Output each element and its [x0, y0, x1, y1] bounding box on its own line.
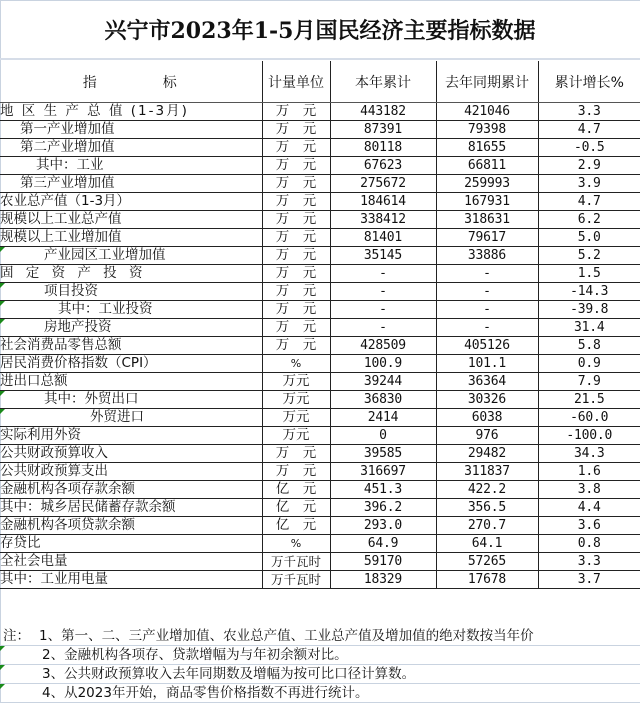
- row-previous[interactable]: 318631: [436, 211, 538, 229]
- row-indicator[interactable]: 外贸进口: [0, 409, 262, 427]
- row-previous[interactable]: 79398: [436, 121, 538, 139]
- row-indicator[interactable]: 第二产业增加值: [0, 139, 262, 157]
- row-growth[interactable]: 31.4: [538, 319, 640, 337]
- row-current[interactable]: -: [330, 301, 436, 319]
- row-growth[interactable]: 0.9: [538, 355, 640, 373]
- notes-label: 注：: [3, 628, 30, 644]
- row-unit[interactable]: 万 元: [262, 445, 330, 463]
- table-row: [0, 211, 640, 229]
- row-previous[interactable]: 422.2: [436, 481, 538, 499]
- row-previous[interactable]: 101.1: [436, 355, 538, 373]
- row-growth[interactable]: 2.9: [538, 157, 640, 175]
- page-title: 兴宁市2023年1-5月国民经济主要指标数据: [0, 0, 640, 60]
- row-growth[interactable]: 34.3: [538, 445, 640, 463]
- row-indicator[interactable]: 进出口总额: [0, 373, 262, 391]
- row-current[interactable]: 39585: [330, 445, 436, 463]
- row-growth[interactable]: 1.6: [538, 463, 640, 481]
- row-unit[interactable]: %: [262, 535, 330, 553]
- row-previous[interactable]: -: [436, 283, 538, 301]
- header-previous[interactable]: 去年同期累计: [436, 61, 538, 103]
- row-current[interactable]: 36830: [330, 391, 436, 409]
- row-indicator[interactable]: 金融机构各项贷款余额: [0, 517, 262, 535]
- row-unit[interactable]: 万元: [262, 391, 330, 409]
- row-unit[interactable]: 万元: [262, 409, 330, 427]
- row-current[interactable]: 2414: [330, 409, 436, 427]
- row-growth[interactable]: -39.8: [538, 301, 640, 319]
- row-previous[interactable]: 81655: [436, 139, 538, 157]
- row-growth[interactable]: 4.7: [538, 121, 640, 139]
- row-unit[interactable]: 万 元: [262, 175, 330, 193]
- table-row: [0, 445, 640, 463]
- row-growth[interactable]: 3.8: [538, 481, 640, 499]
- row-indicator[interactable]: 公共财政预算支出: [0, 463, 262, 481]
- row-previous[interactable]: 405126: [436, 337, 538, 355]
- row-growth[interactable]: 6.2: [538, 211, 640, 229]
- row-growth[interactable]: 1.5: [538, 265, 640, 283]
- row-growth[interactable]: 0.8: [538, 535, 640, 553]
- row-growth[interactable]: 7.9: [538, 373, 640, 391]
- row-current[interactable]: -: [330, 265, 436, 283]
- note-text: 2、金融机构各项存、贷款增幅为与年初余额对比。: [42, 647, 348, 663]
- row-unit[interactable]: 万 元: [262, 283, 330, 301]
- row-indicator[interactable]: 公共财政预算收入: [0, 445, 262, 463]
- row-previous[interactable]: 259993: [436, 175, 538, 193]
- row-growth[interactable]: 4.7: [538, 193, 640, 211]
- row-previous[interactable]: 976: [436, 427, 538, 445]
- table-row: [0, 175, 640, 193]
- row-growth[interactable]: 3.7: [538, 571, 640, 589]
- table-row: [0, 157, 640, 175]
- table-row: [0, 103, 640, 121]
- note-row[interactable]: [0, 646, 640, 665]
- row-current[interactable]: 0: [330, 427, 436, 445]
- table-row: [0, 373, 640, 391]
- row-current[interactable]: 67623: [330, 157, 436, 175]
- row-previous[interactable]: -: [436, 301, 538, 319]
- table-row: [0, 481, 640, 499]
- row-previous[interactable]: 17678: [436, 571, 538, 589]
- row-unit[interactable]: 万元: [262, 373, 330, 391]
- row-previous[interactable]: 57265: [436, 553, 538, 571]
- row-indicator[interactable]: 地 区 生 产 总 值 (1-3月): [0, 103, 262, 121]
- row-unit[interactable]: 万 元: [262, 463, 330, 481]
- note-row[interactable]: [0, 665, 640, 684]
- table-row: [0, 517, 640, 535]
- row-growth[interactable]: 3.3: [538, 553, 640, 571]
- row-previous[interactable]: 79617: [436, 229, 538, 247]
- row-current[interactable]: 35145: [330, 247, 436, 265]
- header-current[interactable]: 本年累计: [330, 61, 436, 103]
- row-current[interactable]: 64.9: [330, 535, 436, 553]
- row-previous[interactable]: 167931: [436, 193, 538, 211]
- table-row: [0, 319, 640, 337]
- row-current[interactable]: 18329: [330, 571, 436, 589]
- table-row: [0, 553, 640, 571]
- row-previous[interactable]: 311837: [436, 463, 538, 481]
- table-row: [0, 463, 640, 481]
- table-row: [0, 355, 640, 373]
- table-row: [0, 301, 640, 319]
- note-text: 1、第一、二、三产业增加值、农业总产值、工业总产值及增加值的绝对数按当年价: [39, 628, 534, 644]
- row-unit[interactable]: 万千瓦时: [262, 553, 330, 571]
- row-unit[interactable]: 万 元: [262, 319, 330, 337]
- row-unit[interactable]: 万 元: [262, 229, 330, 247]
- row-growth[interactable]: -14.3: [538, 283, 640, 301]
- table-row: [0, 499, 640, 517]
- row-current[interactable]: 100.9: [330, 355, 436, 373]
- row-unit[interactable]: 万 元: [262, 337, 330, 355]
- row-previous[interactable]: -: [436, 319, 538, 337]
- row-unit[interactable]: 亿 元: [262, 499, 330, 517]
- table-row: [0, 337, 640, 355]
- row-growth[interactable]: 4.4: [538, 499, 640, 517]
- table-row: [0, 121, 640, 139]
- row-indicator[interactable]: 其中：工业投资: [0, 301, 262, 319]
- row-growth[interactable]: 3.3: [538, 103, 640, 121]
- row-growth[interactable]: -60.0: [538, 409, 640, 427]
- table-row: [0, 283, 640, 301]
- note-text: 3、公共财政预算收入去年同期数及增幅为按可比口径计算数。: [42, 666, 416, 682]
- row-unit[interactable]: 万 元: [262, 265, 330, 283]
- row-unit[interactable]: 万 元: [262, 211, 330, 229]
- note-row[interactable]: [0, 627, 640, 646]
- note-row[interactable]: [0, 684, 640, 703]
- row-unit[interactable]: 万 元: [262, 139, 330, 157]
- table-row: [0, 535, 640, 553]
- row-indicator[interactable]: 农业总产值（1-3月）: [0, 193, 262, 211]
- row-unit[interactable]: %: [262, 355, 330, 373]
- row-previous[interactable]: 66811: [436, 157, 538, 175]
- table-row: [0, 391, 640, 409]
- row-current[interactable]: 81401: [330, 229, 436, 247]
- header-unit[interactable]: 计量单位: [262, 61, 330, 103]
- table-row: [0, 265, 640, 283]
- row-previous[interactable]: 33886: [436, 247, 538, 265]
- table-row: [0, 229, 640, 247]
- row-current[interactable]: 87391: [330, 121, 436, 139]
- row-growth[interactable]: 21.5: [538, 391, 640, 409]
- row-indicator[interactable]: 全社会电量: [0, 553, 262, 571]
- row-indicator[interactable]: 居民消费价格指数（CPI）: [0, 355, 262, 373]
- row-growth[interactable]: -0.5: [538, 139, 640, 157]
- row-growth[interactable]: 3.6: [538, 517, 640, 535]
- row-previous[interactable]: 421046: [436, 103, 538, 121]
- note-text: 4、从2023年开始，商品零售价格指数不再进行统计。: [42, 685, 369, 701]
- row-indicator[interactable]: 固 定 资 产 投 资: [0, 265, 262, 283]
- row-previous[interactable]: 270.7: [436, 517, 538, 535]
- row-previous[interactable]: 356.5: [436, 499, 538, 517]
- row-indicator[interactable]: 产业园区工业增加值: [0, 247, 262, 265]
- row-indicator[interactable]: 社会消费品零售总额: [0, 337, 262, 355]
- row-current[interactable]: 338412: [330, 211, 436, 229]
- row-previous[interactable]: 6038: [436, 409, 538, 427]
- row-indicator[interactable]: 规模以上工业增加值: [0, 229, 262, 247]
- indicator-table: [0, 61, 640, 589]
- row-indicator[interactable]: 规模以上工业总产值: [0, 211, 262, 229]
- row-previous[interactable]: 36364: [436, 373, 538, 391]
- table-row: [0, 139, 640, 157]
- row-growth[interactable]: 5.8: [538, 337, 640, 355]
- row-growth[interactable]: 5.0: [538, 229, 640, 247]
- header-indicator[interactable]: 指 标: [0, 61, 262, 103]
- table-row: [0, 571, 640, 589]
- row-unit[interactable]: 万 元: [262, 121, 330, 139]
- row-unit[interactable]: 亿 元: [262, 517, 330, 535]
- row-indicator[interactable]: 其中：城乡居民储蓄存款余额: [0, 499, 262, 517]
- row-current[interactable]: 316697: [330, 463, 436, 481]
- row-unit[interactable]: 万元: [262, 427, 330, 445]
- row-unit[interactable]: 万 元: [262, 193, 330, 211]
- row-growth[interactable]: -100.0: [538, 427, 640, 445]
- row-growth[interactable]: 3.9: [538, 175, 640, 193]
- row-unit[interactable]: 万 元: [262, 301, 330, 319]
- row-unit[interactable]: 万千瓦时: [262, 571, 330, 589]
- header-row: [0, 61, 640, 103]
- row-previous[interactable]: 30326: [436, 391, 538, 409]
- row-unit[interactable]: 万 元: [262, 103, 330, 121]
- row-current[interactable]: 184614: [330, 193, 436, 211]
- row-current[interactable]: -: [330, 319, 436, 337]
- notes-section: [0, 627, 640, 703]
- row-previous[interactable]: 64.1: [436, 535, 538, 553]
- row-current[interactable]: 293.0: [330, 517, 436, 535]
- table-row: [0, 427, 640, 445]
- row-indicator[interactable]: 房地产投资: [0, 319, 262, 337]
- row-current[interactable]: 59170: [330, 553, 436, 571]
- row-unit[interactable]: 亿 元: [262, 481, 330, 499]
- row-current[interactable]: 275672: [330, 175, 436, 193]
- row-current[interactable]: 428509: [330, 337, 436, 355]
- row-current[interactable]: 39244: [330, 373, 436, 391]
- row-current[interactable]: 396.2: [330, 499, 436, 517]
- row-indicator[interactable]: 第三产业增加值: [0, 175, 262, 193]
- row-indicator[interactable]: 第一产业增加值: [0, 121, 262, 139]
- row-indicator[interactable]: 项目投资: [0, 283, 262, 301]
- table-row: [0, 247, 640, 265]
- row-indicator[interactable]: 实际利用外资: [0, 427, 262, 445]
- table-row: [0, 193, 640, 211]
- row-current[interactable]: 443182: [330, 103, 436, 121]
- row-current[interactable]: 451.3: [330, 481, 436, 499]
- row-indicator[interactable]: 其中：工业用电量: [0, 571, 262, 589]
- row-indicator[interactable]: 金融机构各项存款余额: [0, 481, 262, 499]
- row-current[interactable]: 80118: [330, 139, 436, 157]
- row-indicator[interactable]: 其中：工业: [0, 157, 262, 175]
- header-growth[interactable]: 累计增长%: [538, 61, 640, 103]
- row-unit[interactable]: 万 元: [262, 247, 330, 265]
- row-previous[interactable]: 29482: [436, 445, 538, 463]
- row-current[interactable]: -: [330, 283, 436, 301]
- table-row: [0, 409, 640, 427]
- row-unit[interactable]: 万 元: [262, 157, 330, 175]
- row-previous[interactable]: -: [436, 265, 538, 283]
- row-indicator[interactable]: 存贷比: [0, 535, 262, 553]
- row-growth[interactable]: 5.2: [538, 247, 640, 265]
- row-indicator[interactable]: 其中：外贸出口: [0, 391, 262, 409]
